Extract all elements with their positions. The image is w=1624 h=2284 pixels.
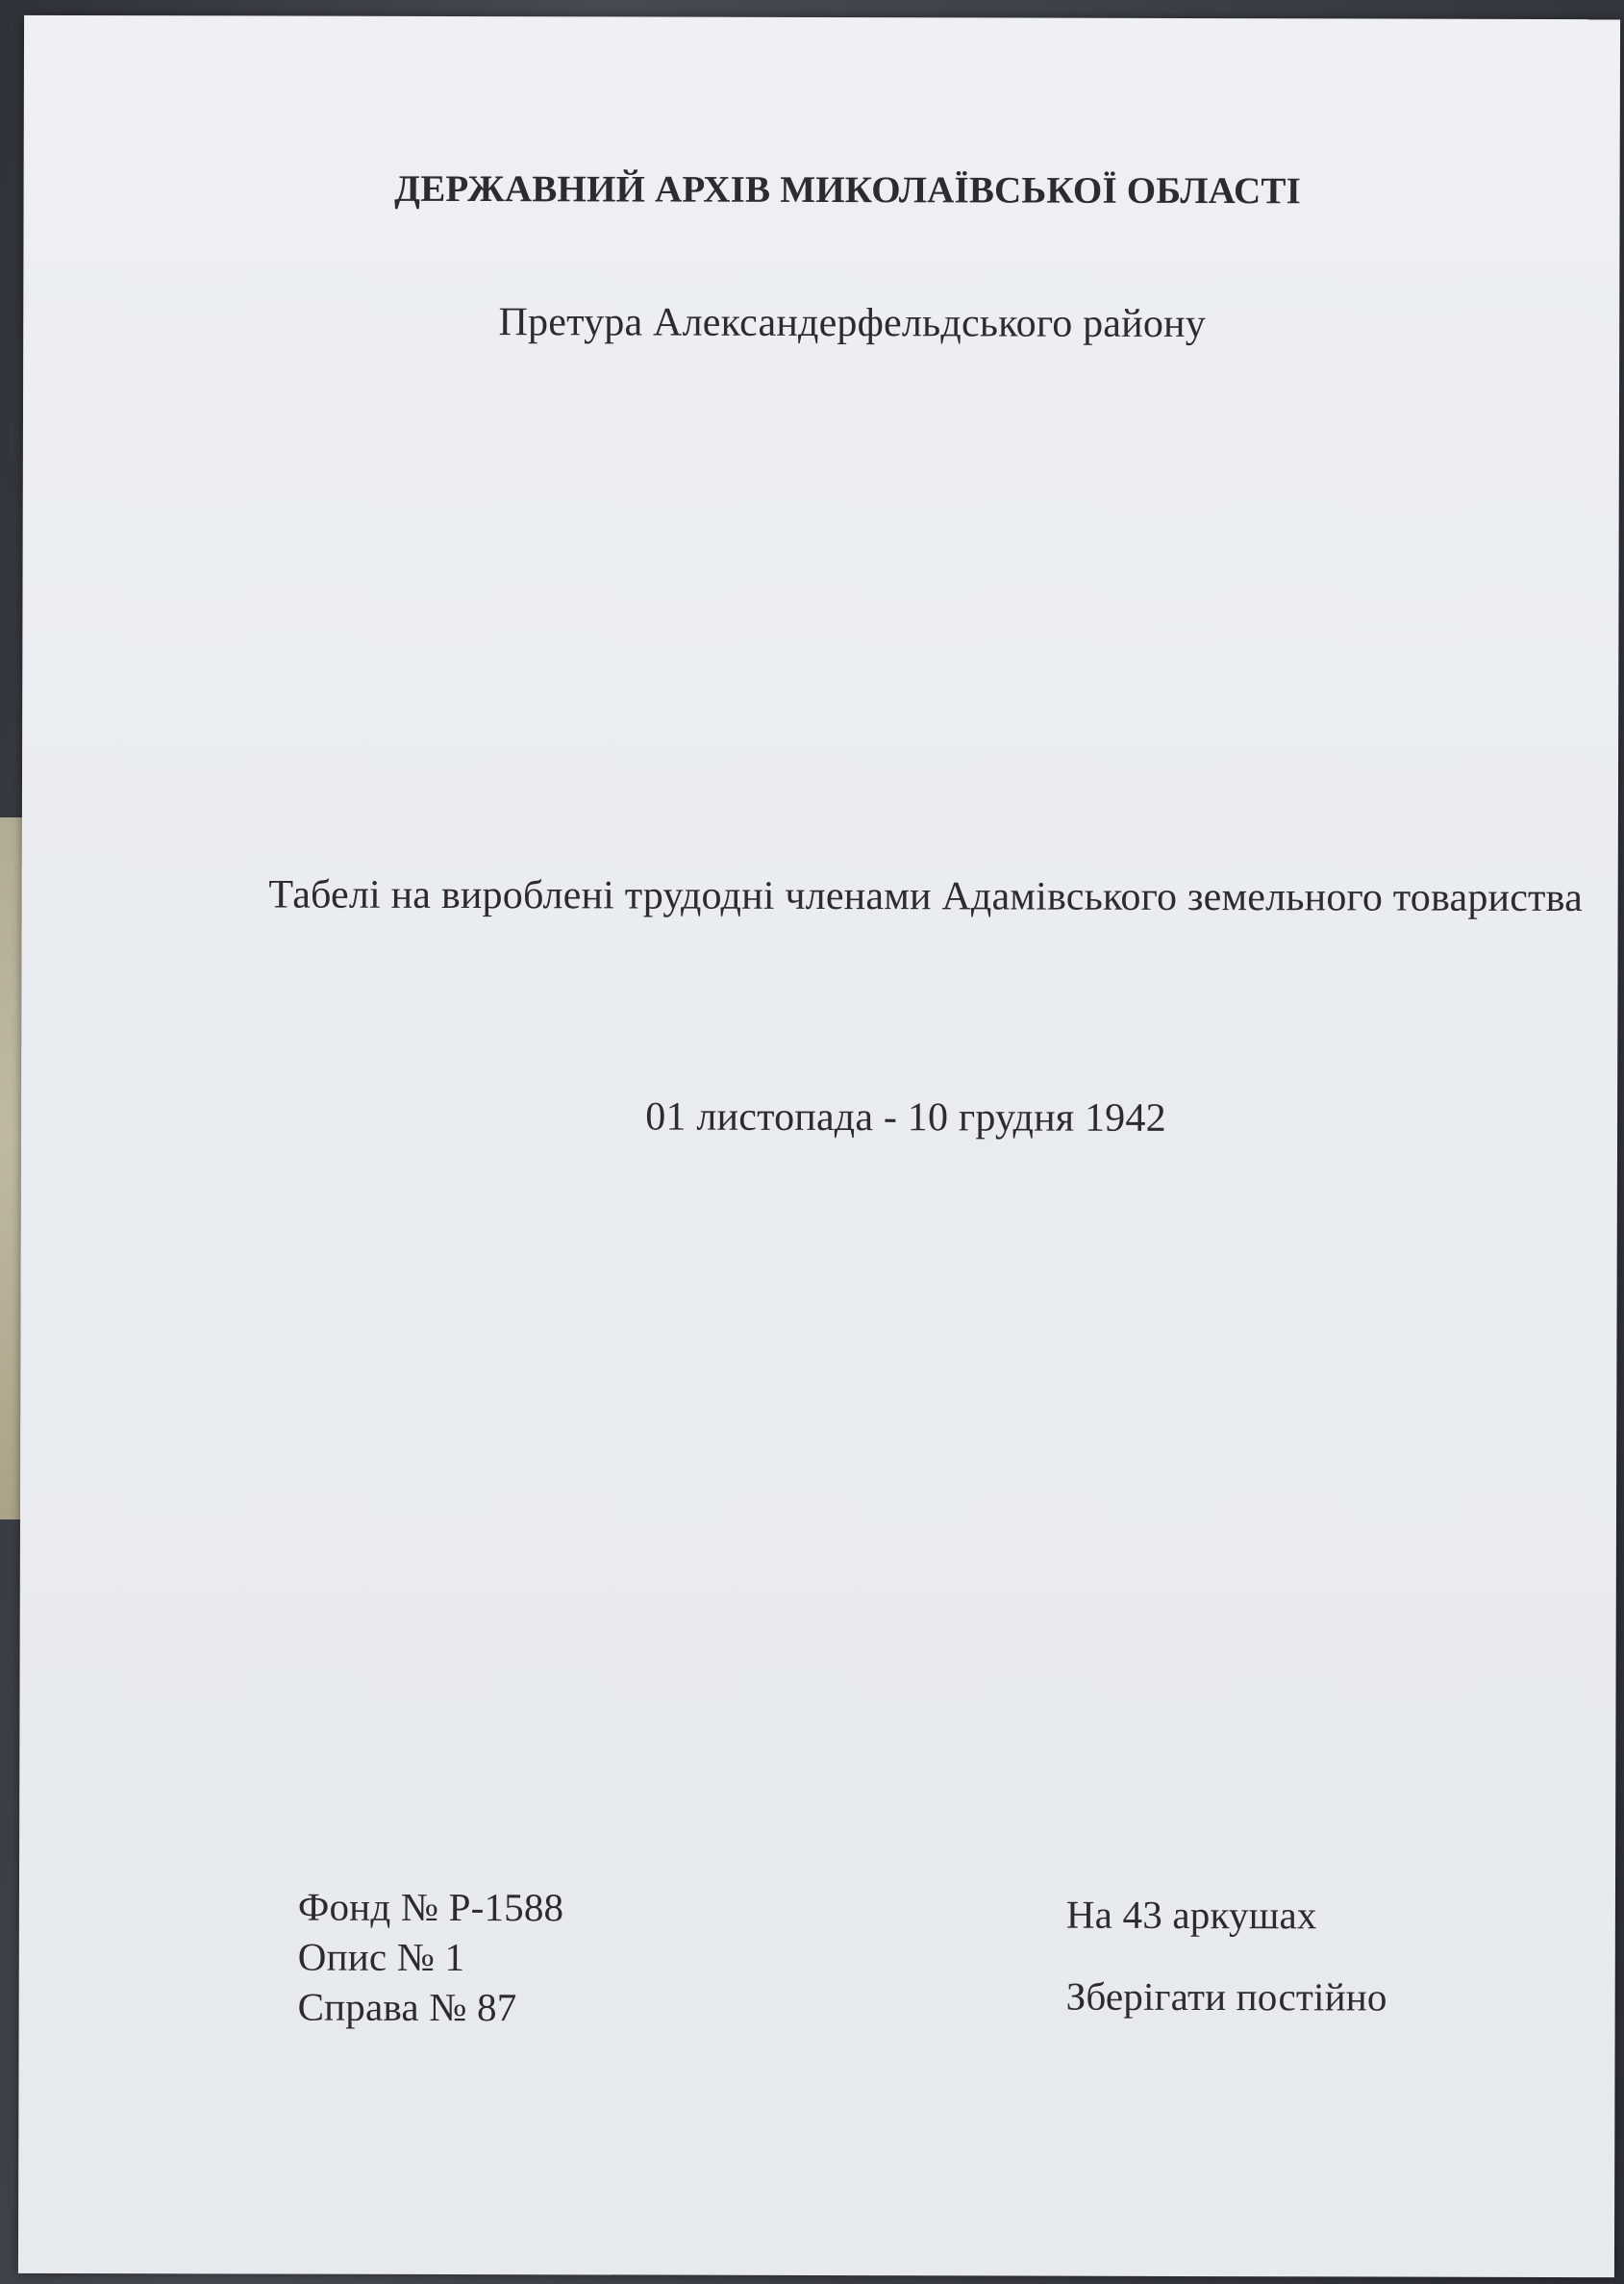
opys-number: Опис № 1 (297, 1934, 465, 1980)
date-range: 01 листопада - 10 грудня 1942 (645, 1094, 1166, 1141)
sheet-count: На 43 аркушах (1065, 1892, 1317, 1938)
fond-creator: Претура Александерфельдського району (498, 300, 1206, 347)
file-info-block (1066, 1874, 1387, 2039)
archive-name-heading: ДЕРЖАВНИЙ АРХІВ МИКОЛАЇВСЬКОЇ ОБЛАСТІ (394, 167, 1302, 213)
sprava-number: Справа № 87 (297, 1984, 517, 2030)
archival-reference-block (298, 1882, 564, 2033)
file-subject-title: Табелі на вироблені трудодні членами Адамівського земельного товариства (268, 872, 1584, 921)
fond-number: Фонд № Р-1588 (297, 1884, 564, 1930)
retention-period: Зберігати постійно (1065, 1973, 1387, 2020)
document-cover-page (18, 15, 1620, 2277)
